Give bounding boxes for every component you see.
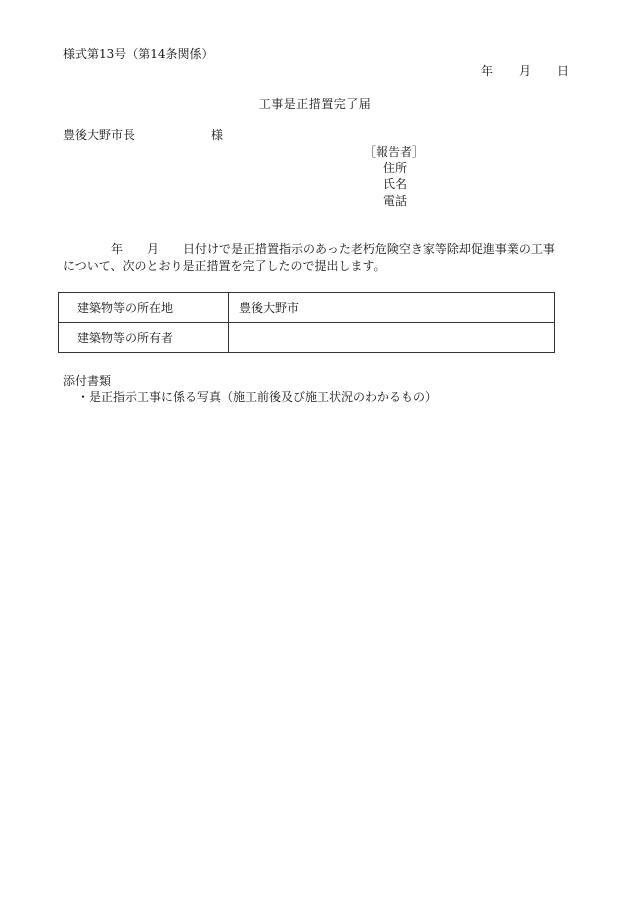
owner-value xyxy=(229,323,555,353)
attachments-heading: 添付書類 xyxy=(63,374,112,388)
body-line-1: 年 月 日付けで是正措置指示のあった老朽危険空き家等除却促進事業の工事 xyxy=(63,242,555,256)
reporter-phone-label: 電話 xyxy=(383,194,408,208)
building-info-table xyxy=(58,292,555,353)
reporter-name-label: 氏名 xyxy=(383,177,408,191)
date-month-label: 月 xyxy=(519,64,532,78)
addressee-name: 豊後大野市長 xyxy=(63,128,136,142)
table-row xyxy=(59,323,555,353)
document-title: 工事是正措置完了届 xyxy=(258,97,372,111)
body-line-2: について、次のとおり是正措置を完了したので提出します。 xyxy=(63,259,386,273)
location-label: 建築物等の所在地 xyxy=(59,293,229,323)
reporter-heading: ［報告者］ xyxy=(364,145,425,159)
location-value: 豊後大野市 xyxy=(229,293,555,323)
date-day-label: 日 xyxy=(557,64,570,78)
addressee-honorific: 様 xyxy=(211,128,224,142)
date-line xyxy=(481,64,569,78)
attachment-item: ・是正指示工事に係る写真（施工前後及び施工状況のわかるもの） xyxy=(77,390,438,404)
body-paragraph xyxy=(63,241,573,275)
date-year-label: 年 xyxy=(481,64,494,78)
owner-label: 建築物等の所有者 xyxy=(59,323,229,353)
reporter-address-label: 住所 xyxy=(383,161,408,175)
form-number: 様式第13号（第14条関係） xyxy=(63,47,214,61)
table-row xyxy=(59,293,555,323)
